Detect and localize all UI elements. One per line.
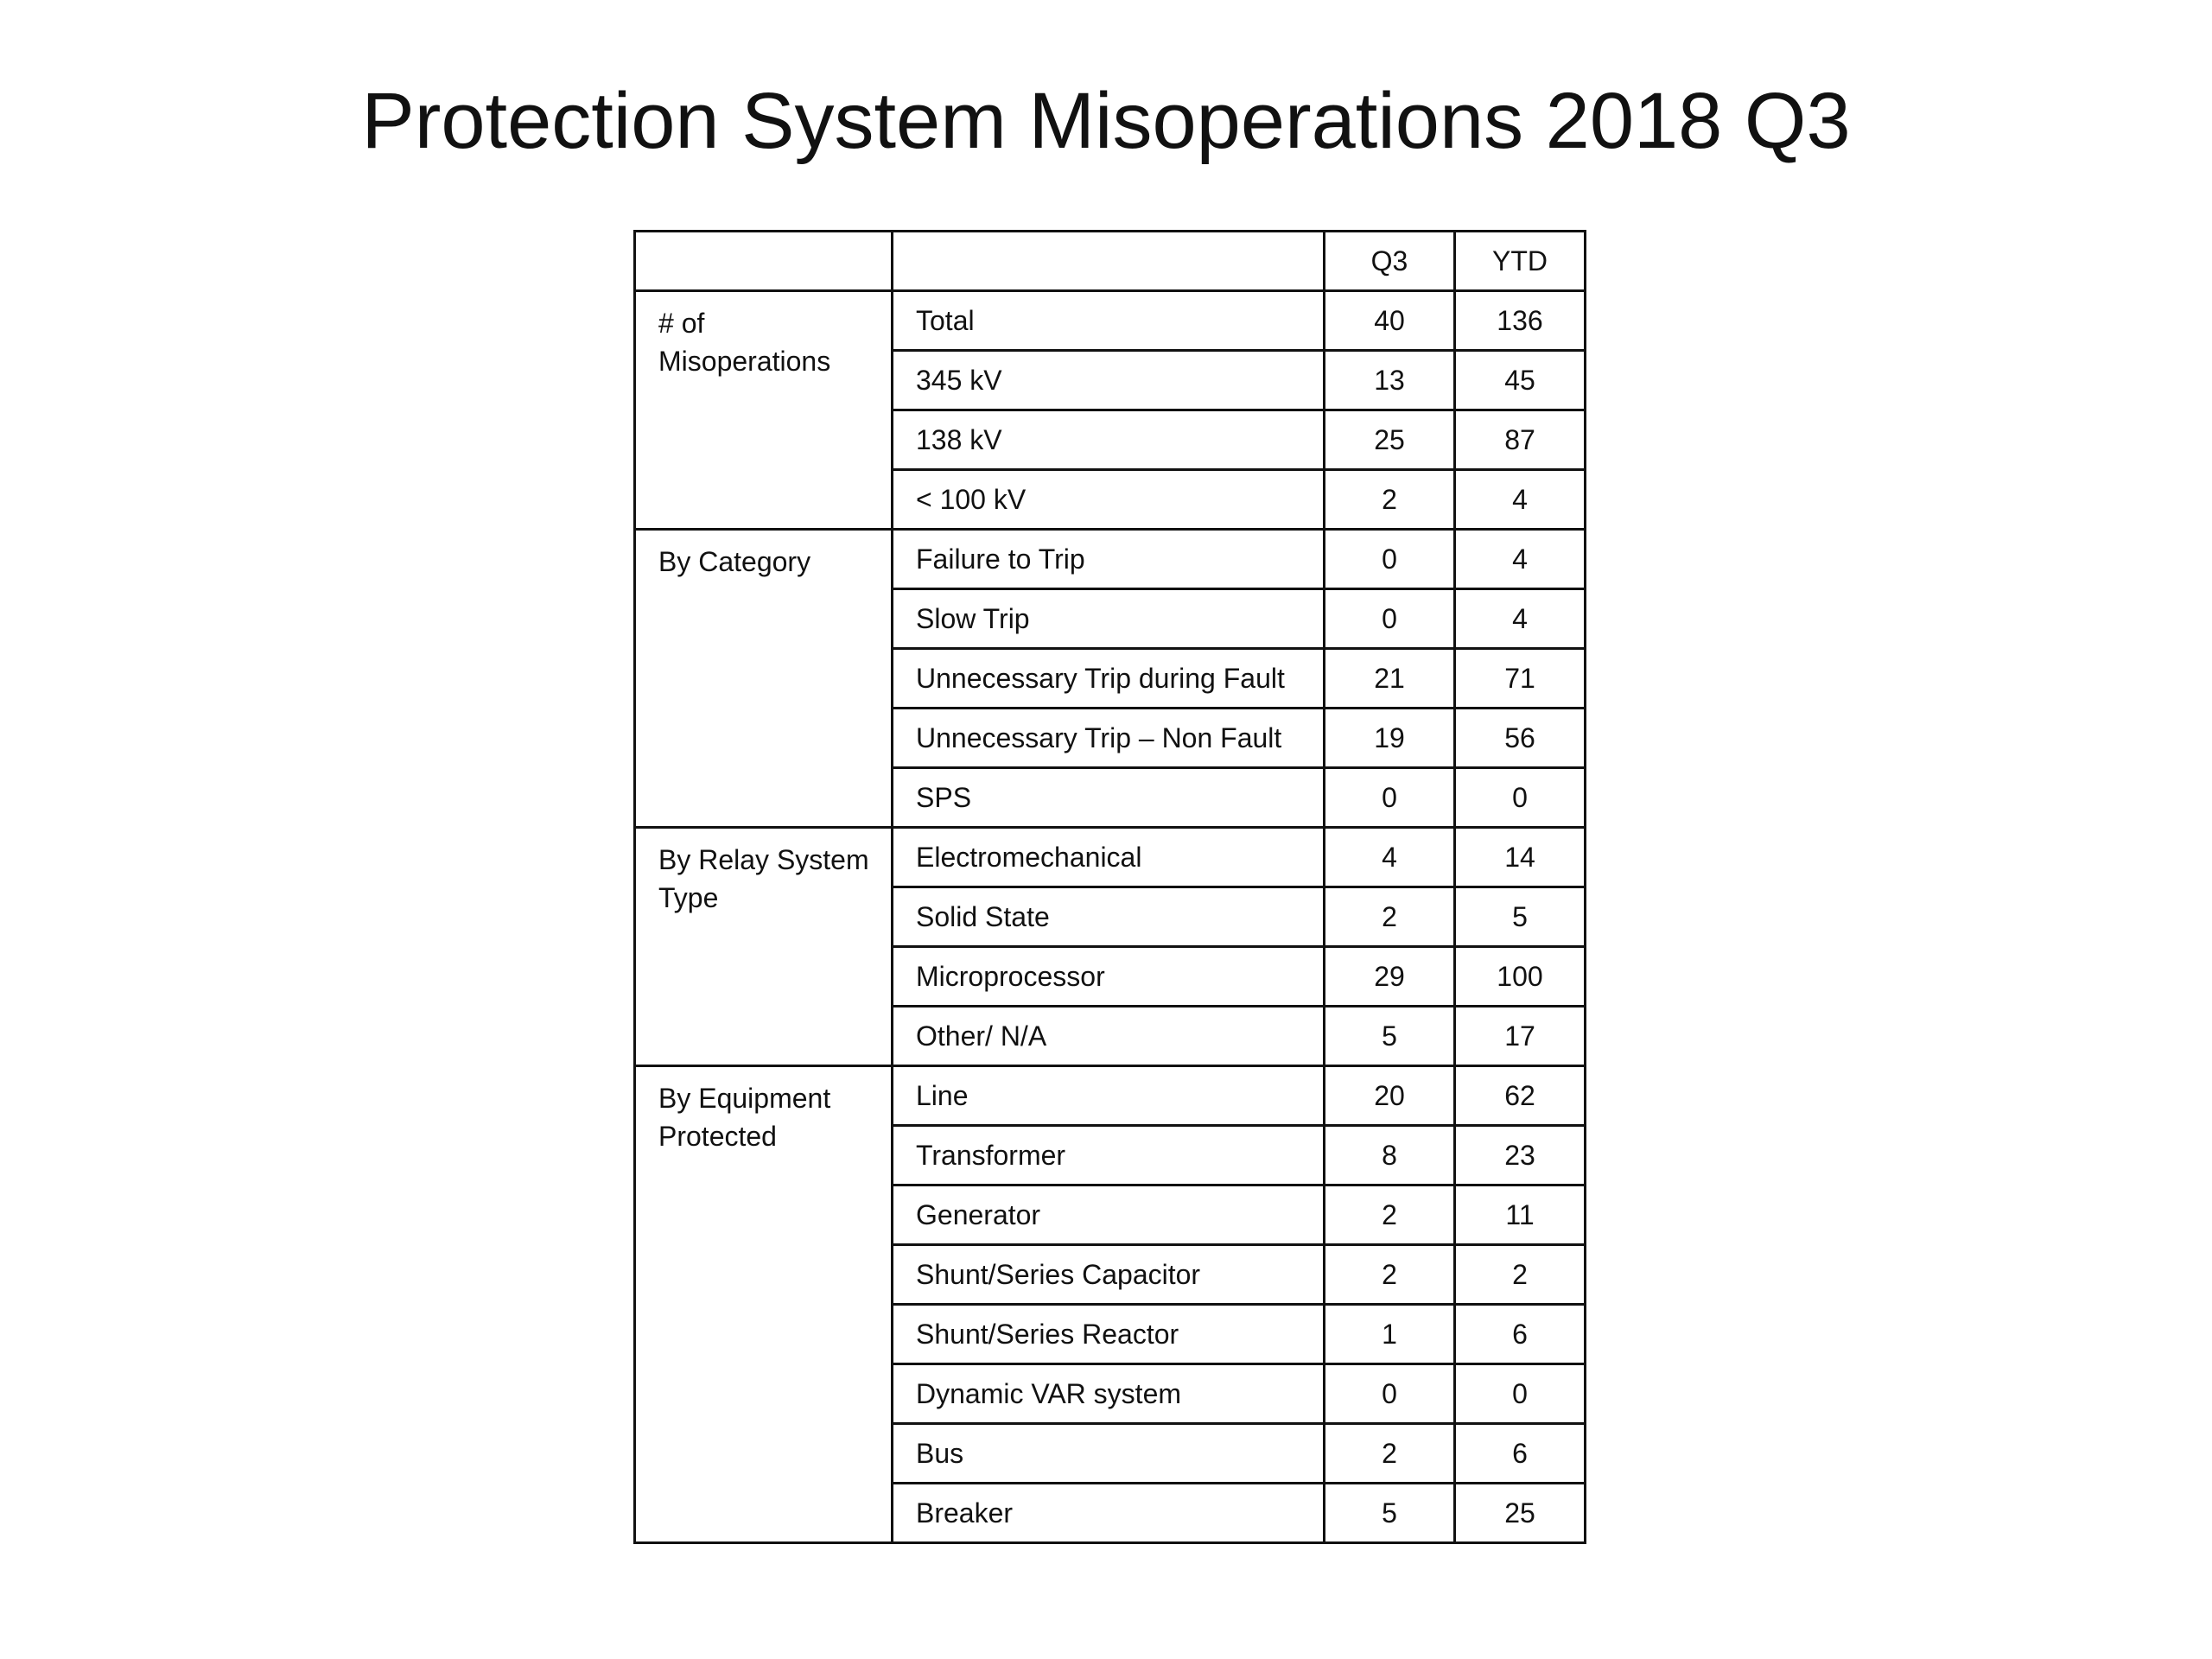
q3-value: 20: [1325, 1066, 1455, 1126]
row-label: Shunt/Series Reactor: [893, 1305, 1325, 1364]
misoperations-table: [633, 230, 1586, 1544]
ytd-value: 71: [1455, 649, 1586, 709]
q3-value: 25: [1325, 410, 1455, 470]
row-label: Shunt/Series Capacitor: [893, 1245, 1325, 1305]
q3-value: 4: [1325, 828, 1455, 887]
q3-value: 2: [1325, 470, 1455, 530]
q3-value: 2: [1325, 887, 1455, 947]
ytd-value: 4: [1455, 589, 1586, 649]
row-label: 345 kV: [893, 351, 1325, 410]
ytd-value: 6: [1455, 1424, 1586, 1484]
ytd-value: 6: [1455, 1305, 1586, 1364]
q3-value: 5: [1325, 1007, 1455, 1066]
row-label: Microprocessor: [893, 947, 1325, 1007]
misoperations-table-container: [633, 230, 1586, 1544]
q3-value: 0: [1325, 768, 1455, 828]
q3-value: 0: [1325, 1364, 1455, 1424]
row-label: Transformer: [893, 1126, 1325, 1185]
table-row: [635, 1066, 1586, 1126]
q3-value: 5: [1325, 1484, 1455, 1543]
row-label: Bus: [893, 1424, 1325, 1484]
group-label: By Equipment Protected: [635, 1066, 893, 1543]
table-body: [635, 291, 1586, 1543]
q3-value: 13: [1325, 351, 1455, 410]
table-row: [635, 291, 1586, 351]
ytd-value: 0: [1455, 1364, 1586, 1424]
q3-value: 19: [1325, 709, 1455, 768]
table-row: [635, 828, 1586, 887]
q3-value: 8: [1325, 1126, 1455, 1185]
ytd-value: 23: [1455, 1126, 1586, 1185]
ytd-value: 5: [1455, 887, 1586, 947]
ytd-value: 136: [1455, 291, 1586, 351]
q3-value: 1: [1325, 1305, 1455, 1364]
row-label: Unnecessary Trip – Non Fault: [893, 709, 1325, 768]
row-label: Solid State: [893, 887, 1325, 947]
row-label: Unnecessary Trip during Fault: [893, 649, 1325, 709]
ytd-value: 25: [1455, 1484, 1586, 1543]
group-label: By Category: [635, 530, 893, 828]
row-label: Other/ N/A: [893, 1007, 1325, 1066]
group-label: By Relay System Type: [635, 828, 893, 1066]
group-label: # of Misoperations: [635, 291, 893, 530]
row-label: SPS: [893, 768, 1325, 828]
row-label: < 100 kV: [893, 470, 1325, 530]
header-q3: Q3: [1325, 232, 1455, 291]
ytd-value: 56: [1455, 709, 1586, 768]
row-label: Failure to Trip: [893, 530, 1325, 589]
q3-value: 2: [1325, 1424, 1455, 1484]
q3-value: 0: [1325, 530, 1455, 589]
page-title: Protection System Misoperations 2018 Q3: [361, 77, 1851, 165]
row-label: Total: [893, 291, 1325, 351]
row-label: Generator: [893, 1185, 1325, 1245]
q3-value: 2: [1325, 1245, 1455, 1305]
ytd-value: 4: [1455, 470, 1586, 530]
ytd-value: 0: [1455, 768, 1586, 828]
q3-value: 29: [1325, 947, 1455, 1007]
row-label: Breaker: [893, 1484, 1325, 1543]
ytd-value: 4: [1455, 530, 1586, 589]
row-label: Line: [893, 1066, 1325, 1126]
header-group-cell: [635, 232, 893, 291]
ytd-value: 87: [1455, 410, 1586, 470]
ytd-value: 11: [1455, 1185, 1586, 1245]
row-label: Slow Trip: [893, 589, 1325, 649]
ytd-value: 17: [1455, 1007, 1586, 1066]
q3-value: 40: [1325, 291, 1455, 351]
header-label-cell: [893, 232, 1325, 291]
ytd-value: 14: [1455, 828, 1586, 887]
header-row: [635, 232, 1586, 291]
ytd-value: 2: [1455, 1245, 1586, 1305]
q3-value: 21: [1325, 649, 1455, 709]
ytd-value: 62: [1455, 1066, 1586, 1126]
q3-value: 0: [1325, 589, 1455, 649]
q3-value: 2: [1325, 1185, 1455, 1245]
header-ytd: YTD: [1455, 232, 1586, 291]
ytd-value: 45: [1455, 351, 1586, 410]
row-label: Dynamic VAR system: [893, 1364, 1325, 1424]
table-row: [635, 530, 1586, 589]
ytd-value: 100: [1455, 947, 1586, 1007]
row-label: 138 kV: [893, 410, 1325, 470]
row-label: Electromechanical: [893, 828, 1325, 887]
